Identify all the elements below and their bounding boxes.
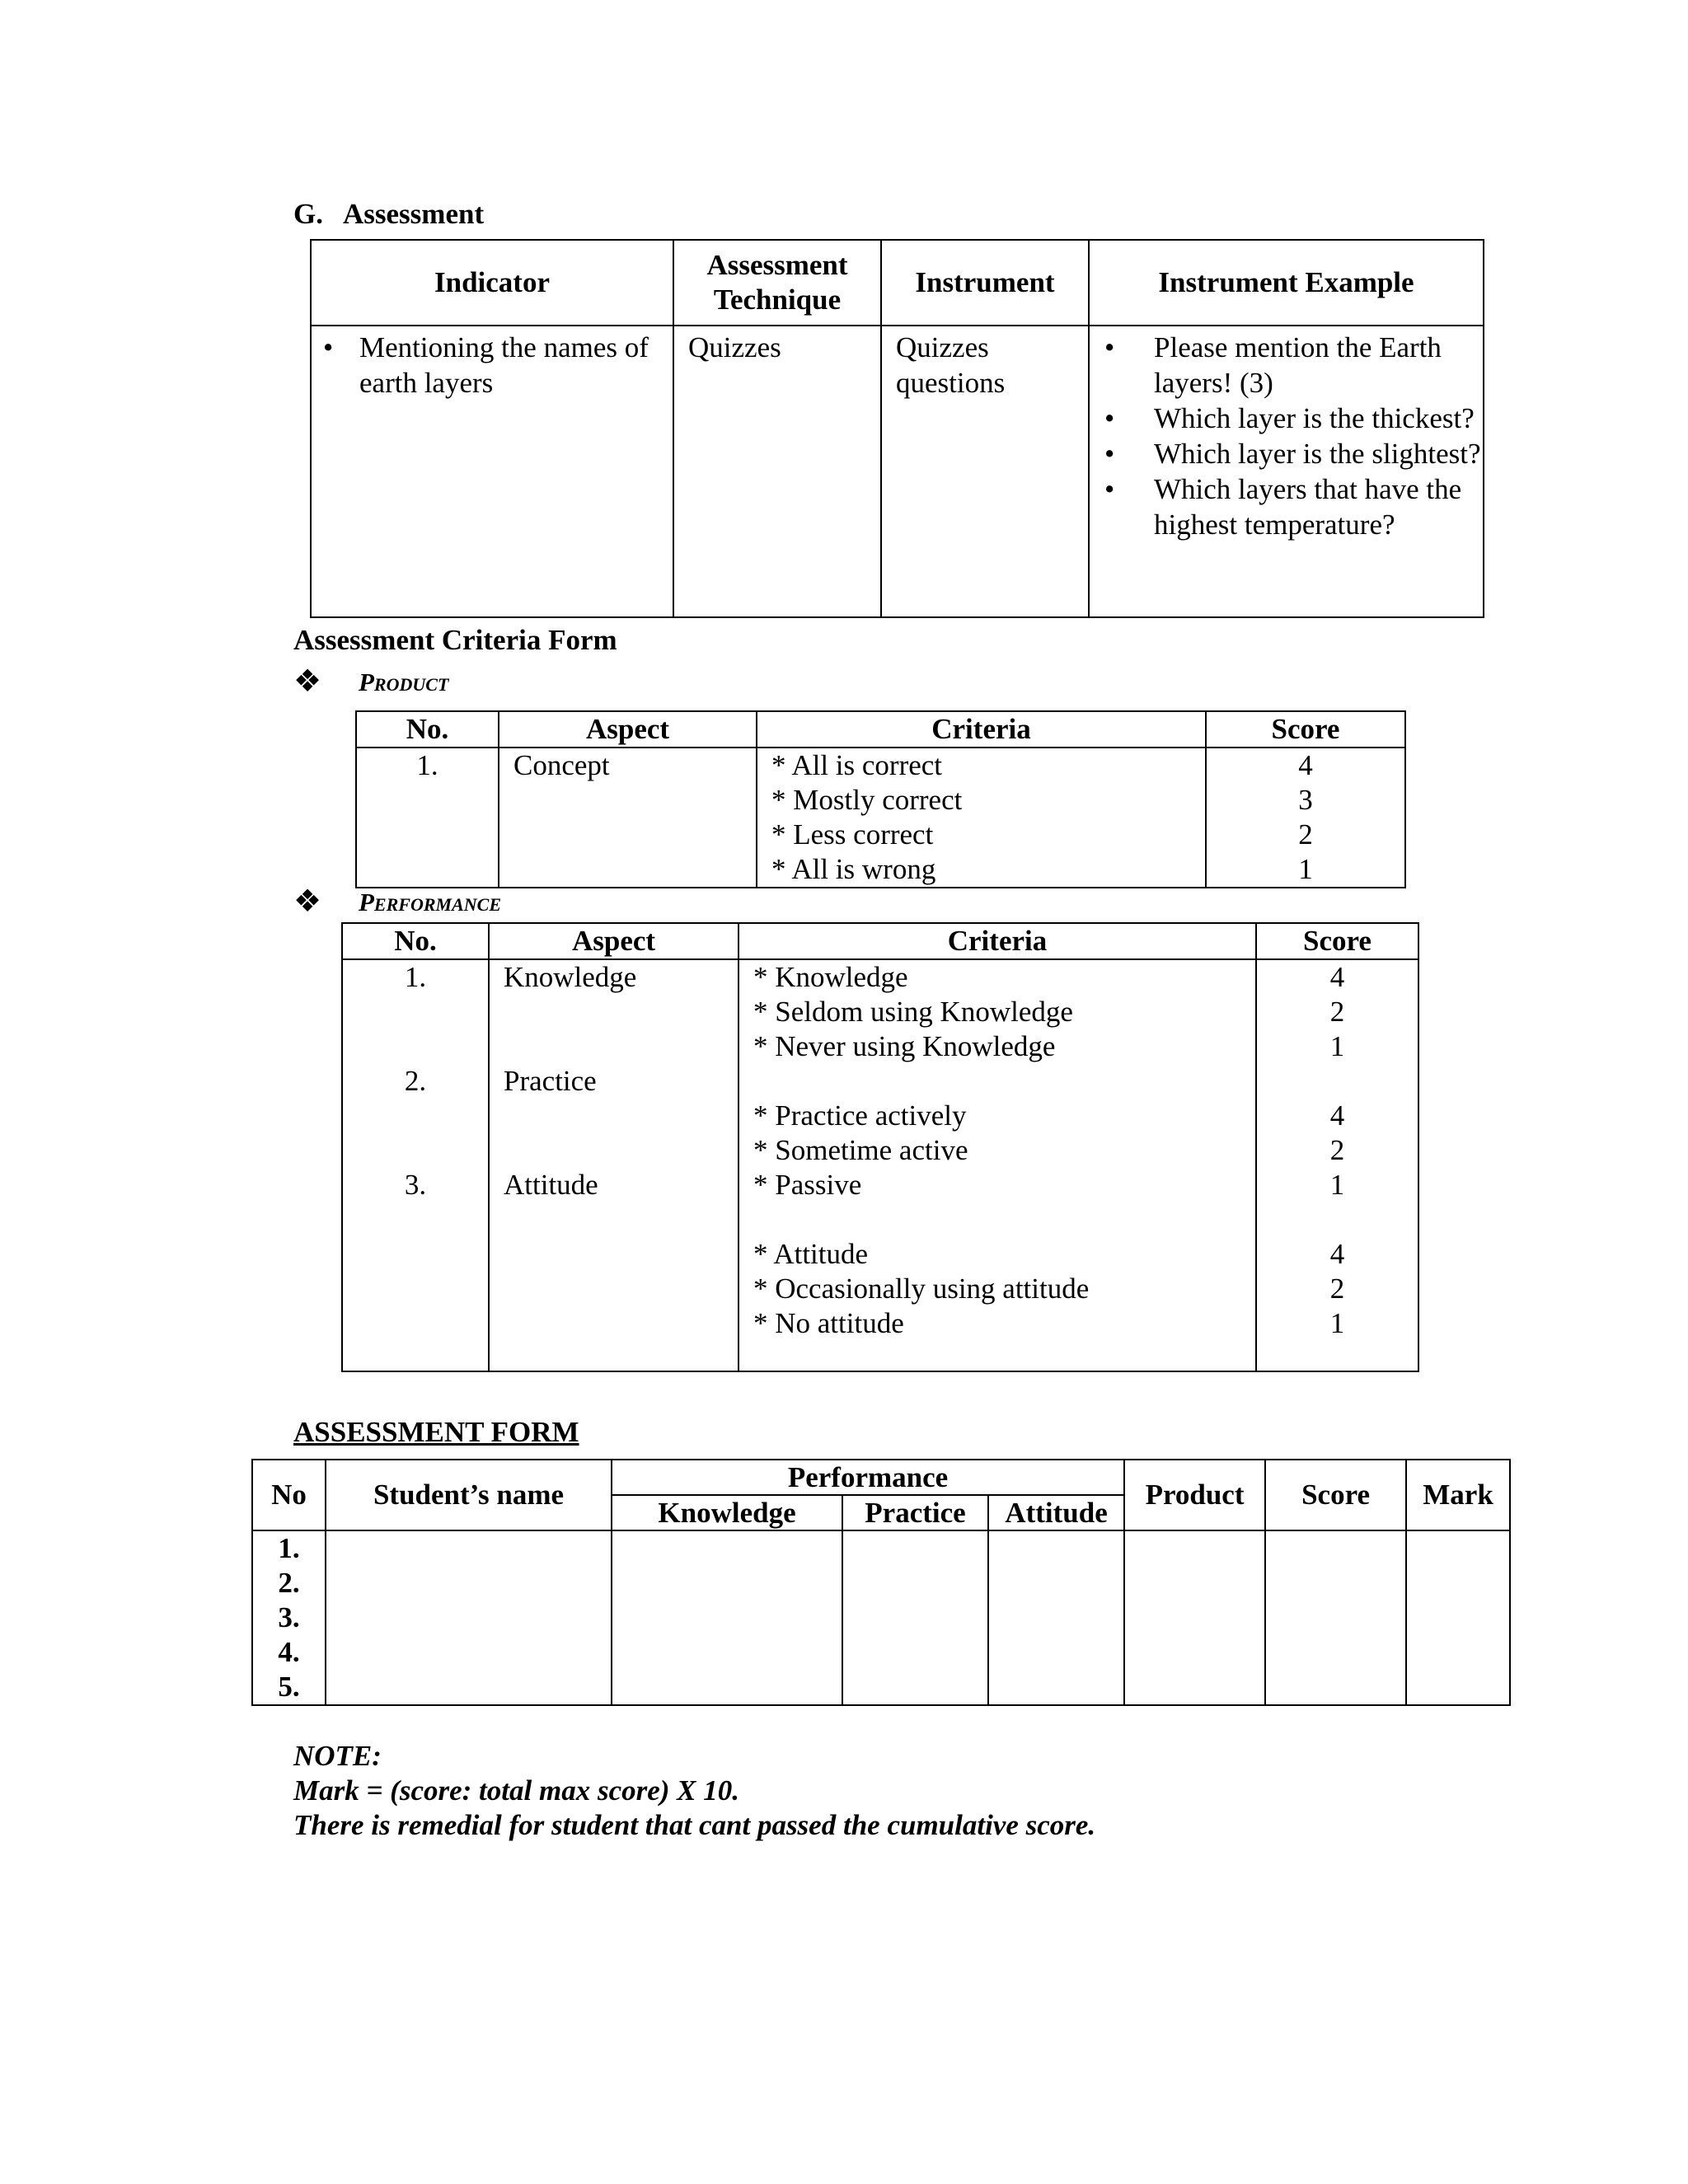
row-no-column	[342, 959, 489, 1371]
knowledge-cell[interactable]	[612, 1530, 842, 1705]
header-score: Score	[1265, 1460, 1406, 1530]
criteria-line: * Passive	[753, 1169, 862, 1201]
header-product: Product	[1124, 1460, 1265, 1530]
assessment-table-header	[311, 240, 1484, 326]
example-item: • Please mention the Earth layers! (3)	[1090, 330, 1483, 401]
score-value: 4	[1298, 749, 1313, 781]
score-value: 2	[1298, 818, 1313, 851]
row-aspect: Concept	[499, 748, 757, 888]
table-row	[356, 748, 1405, 888]
product-table	[355, 710, 1406, 888]
table-row	[342, 959, 1418, 1371]
row-aspect: Knowledge	[504, 961, 637, 993]
form-header-row	[252, 1460, 1510, 1495]
row-no: 1.	[404, 961, 427, 993]
row-aspect: Attitude	[504, 1169, 598, 1201]
example-item: • Which layers that have the highest temperature?	[1090, 471, 1483, 542]
score-value: 1	[1329, 1030, 1345, 1062]
example-item: • Which layer is the slightest?	[1090, 436, 1483, 471]
row-number: 5.	[278, 1671, 300, 1703]
student-name-cell[interactable]	[326, 1530, 612, 1705]
form-body-row	[252, 1530, 1510, 1705]
diamond-bullet-icon: ❖	[293, 884, 322, 919]
score-value: 3	[1298, 784, 1313, 816]
header-attitude: Attitude	[988, 1495, 1124, 1530]
criteria-line: * Occasionally using attitude	[753, 1272, 1090, 1305]
mark-cell[interactable]	[1406, 1530, 1510, 1705]
header-criteria: Criteria	[738, 923, 1256, 959]
product-table-header	[356, 711, 1405, 748]
row-aspect-column	[489, 959, 738, 1371]
row-no: 1.	[356, 748, 499, 888]
score-value: 2	[1329, 1134, 1345, 1166]
attitude-cell[interactable]	[988, 1530, 1124, 1705]
header-aspect: Aspect	[499, 711, 757, 748]
header-indicator: Indicator	[311, 240, 673, 326]
score-value: 4	[1329, 1238, 1345, 1270]
criteria-line: * Less correct	[771, 818, 934, 851]
instrument-cell: Quizzes questions	[881, 326, 1089, 617]
assessment-table	[310, 239, 1484, 618]
score-value: 4	[1329, 961, 1345, 993]
section-title: Assessment	[343, 198, 485, 230]
criteria-line: * No attitude	[753, 1307, 904, 1339]
row-numbers	[252, 1530, 326, 1705]
row-no: 2.	[404, 1065, 427, 1097]
row-number: 1.	[278, 1532, 300, 1564]
indicator-list	[312, 330, 673, 401]
header-practice: Practice	[842, 1495, 988, 1530]
header-no: No.	[356, 711, 499, 748]
example-item: • Which layer is the thickest?	[1090, 401, 1483, 436]
header-no: No.	[342, 923, 489, 959]
score-cell[interactable]	[1265, 1530, 1406, 1705]
instrument-example-cell	[1089, 326, 1484, 617]
score-value: 2	[1329, 996, 1345, 1028]
score-value: 1	[1298, 853, 1313, 885]
assessment-form-heading: ASSESSMENT FORM	[293, 1416, 579, 1448]
criteria-line: * Mostly correct	[771, 784, 963, 816]
row-criteria-column	[738, 959, 1256, 1371]
header-score: Score	[1206, 711, 1405, 748]
row-scores	[1206, 748, 1405, 888]
header-aspect: Aspect	[489, 923, 738, 959]
criteria-line: * Attitude	[753, 1238, 869, 1270]
criteria-line: * Sometime active	[753, 1134, 968, 1166]
example-list	[1090, 330, 1483, 542]
header-performance: Performance	[612, 1460, 1124, 1495]
practice-cell[interactable]	[842, 1530, 988, 1705]
note-line: There is remedial for student that cant passed the cumulative score.	[293, 1809, 1096, 1841]
header-instrument-example: Instrument Example	[1089, 240, 1484, 326]
row-aspect: Practice	[504, 1065, 597, 1097]
header-knowledge: Knowledge	[612, 1495, 842, 1530]
score-value: 1	[1329, 1169, 1345, 1201]
score-value: 1	[1329, 1307, 1345, 1339]
performance-label: Performance	[359, 888, 501, 916]
technique-cell: Quizzes	[673, 326, 881, 617]
row-number: 4.	[278, 1636, 300, 1668]
criteria-line: * Never using Knowledge	[753, 1030, 1056, 1062]
indicator-item: • Mentioning the names of earth layers	[312, 330, 673, 401]
header-instrument: Instrument	[881, 240, 1089, 326]
score-value: 2	[1329, 1272, 1345, 1305]
header-score: Score	[1256, 923, 1418, 959]
header-no: No	[252, 1460, 326, 1530]
row-number: 2.	[278, 1567, 300, 1599]
row-no: 3.	[404, 1169, 427, 1201]
criteria-line: * Practice actively	[753, 1099, 967, 1132]
criteria-line: * All is wrong	[771, 853, 936, 885]
product-cell[interactable]	[1124, 1530, 1265, 1705]
note-title: NOTE:	[293, 1740, 382, 1772]
note-line: Mark = (score: total max score) X 10.	[293, 1774, 740, 1807]
performance-table-header	[342, 923, 1418, 959]
header-student-name: Student’s name	[326, 1460, 612, 1530]
header-criteria: Criteria	[757, 711, 1206, 748]
diamond-bullet-icon: ❖	[293, 664, 322, 699]
header-mark: Mark	[1406, 1460, 1510, 1530]
note-block	[293, 1739, 1095, 1843]
assessment-form-table	[251, 1459, 1511, 1706]
criteria-form-heading: Assessment Criteria Form	[293, 624, 617, 656]
section-letter: G.	[293, 198, 323, 230]
criteria-line: * All is correct	[771, 749, 943, 781]
score-value: 4	[1329, 1099, 1345, 1132]
performance-table	[341, 922, 1419, 1372]
row-criteria	[757, 748, 1206, 888]
indicator-cell	[311, 326, 673, 617]
row-score-column	[1256, 959, 1418, 1371]
header-technique: Assessment Technique	[673, 240, 881, 326]
row-number: 3.	[278, 1601, 300, 1633]
criteria-line: * Knowledge	[753, 961, 908, 993]
criteria-line: * Seldom using Knowledge	[753, 996, 1073, 1028]
section-heading	[293, 198, 484, 231]
assessment-table-row	[311, 326, 1484, 617]
product-label: Product	[359, 668, 449, 696]
